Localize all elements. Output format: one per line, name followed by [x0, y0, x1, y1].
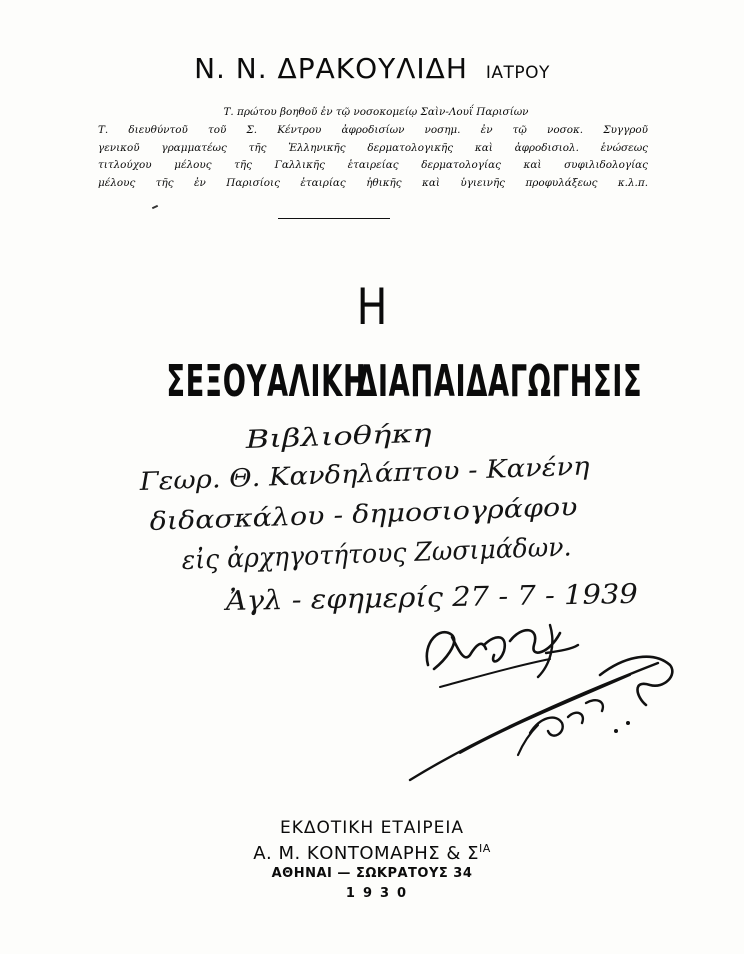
dedication-line-4: εἰς ἀρχηγοτήτους Ζωσιμάδων.: [181, 531, 586, 576]
book-title-word-2: ΔΙΑΠΑΙΔΑΓΩΓΗΣΙΣ: [356, 356, 643, 407]
handwritten-signature: [400, 605, 680, 795]
credential-line: Τ. πρώτου βοηθοῦ ἐν τῷ νοσοκομείῳ Σαὶν-Λουΐ Παρισίων: [223, 106, 529, 118]
dedication-line-3: διδασκάλου - δημοσιογράφου: [149, 493, 526, 536]
credential-line: τιτλούχου μέλους τῆς Γαλλικῆς ἑταιρείας δερματολογίας καὶ συφιλιδολογίας: [98, 159, 648, 172]
dedication-line-2: Γεωρ. Θ. Κανδηλάπτου - Κανένη: [139, 452, 551, 496]
credential-line: μέλους τῆς ἐν Παρισίοις ἑταιρίας ἠθικῆς καὶ ὑγιεινῆς προφυλάξεως κ.λ.π.: [98, 177, 648, 190]
credential-line: Τ. διευθύντοῦ τοῦ Σ. Κέντρου ἀφροδισίων νοσημ. ἐν τῷ νοσοκ. Συγγροῦ: [98, 123, 648, 136]
publisher-name: [0, 842, 744, 864]
title-article: Η: [356, 278, 388, 336]
publisher-label: ΕΚΔΟΤΙΚΗ ΕΤΑΙΡΕΙΑ: [279, 818, 465, 838]
dedication-line-1: Βιβλιοθήκη: [245, 419, 391, 454]
divider-rule: [278, 218, 390, 219]
book-title: [136, 356, 643, 416]
book-title-word-1: ΣΕΞΟΥΑΛΙΚΗ: [166, 356, 367, 407]
author-line: [0, 52, 744, 85]
dedication-line-5: Ἀγλ - εφημερίς 27 - 7 - 1939: [225, 579, 610, 617]
ink-speck: [152, 205, 158, 209]
credential-line: γενικοῦ γραμματέως τῆς Ἑλληνικῆς δερματολογικῆς καὶ ἀφροδισιολ. ἑνώσεως: [98, 141, 648, 154]
publisher-address: ΑΘΗΝΑΙ — ΣΩΚΡΑΤΟΥΣ 34: [271, 866, 473, 881]
author-credentials: [98, 104, 648, 193]
author-name: Ν. Ν. ΔΡΑΚΟΥΛΙΔΗ: [194, 52, 468, 85]
publisher-name-text: Α. Μ. ΚΟΝΤΟΜΑΡΗΣ & Σ: [253, 843, 479, 864]
publication-year: 1930: [345, 886, 415, 901]
author-title: ΙΑΤΡΟΥ: [485, 63, 550, 83]
publisher-name-sup: ΙΑ: [479, 842, 491, 855]
